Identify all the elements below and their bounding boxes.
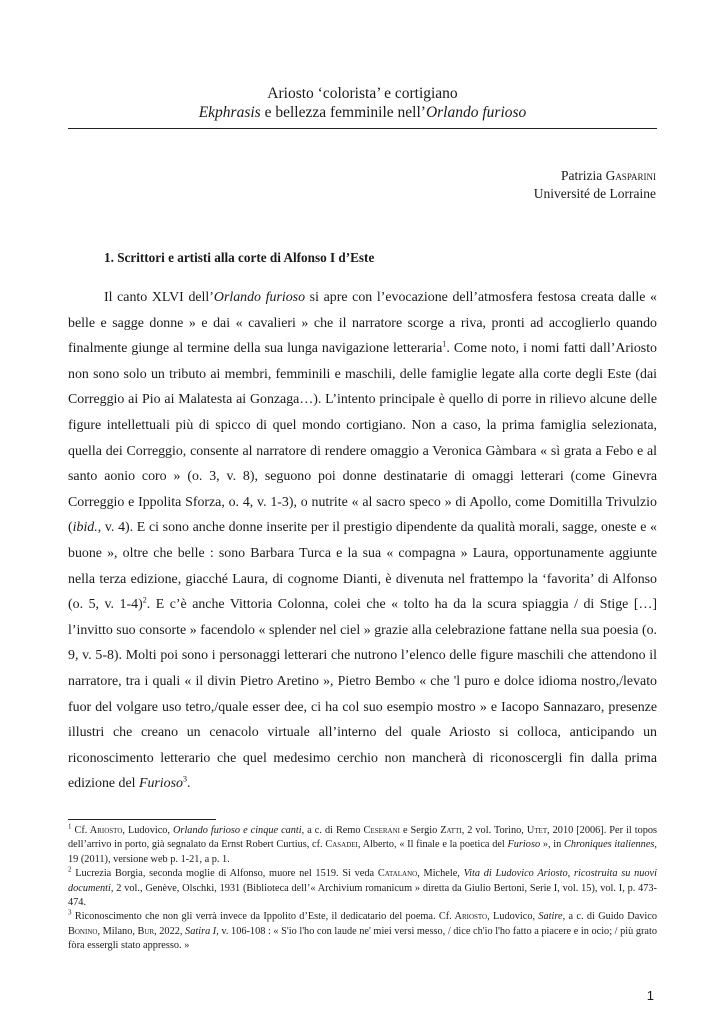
footnote-1: $^1$ Cf. Ariosto, Ludovico, Orlando furioso e cinque canti, a c. di Remo Ceserani e Sergio Zatti, 2 vol. Torino, Utet, 2010 [2006]. Per il topos dell’arrivo in porto, già segnalato da Ernst Robert Curtius, cf. Casadei, Alberto, « Il finale e la poetica del Furioso », in Chroniques italiennes, 19 (2011), versione web p. 1-21, a p. 1. — [68, 822, 658, 865]
title-line-2 — [68, 103, 657, 122]
page-number: 1 — [646, 988, 654, 1003]
footnote-ref[interactable]: 1 — [442, 339, 447, 349]
footnote-ref[interactable]: 2 — [142, 595, 147, 605]
title-ekphrasis: Ekphrasis — [198, 104, 261, 121]
author-affiliation: Université de Lorraine — [533, 186, 656, 201]
section-heading: 1. Scrittori e artisti alla corte di Alfonso I d’Este — [104, 250, 375, 265]
footnote-rule — [68, 819, 216, 820]
body-text — [68, 285, 657, 797]
paragraph: Il canto XLVI dell’Orlando furioso si apre con l’evocazione dell’atmosfera festosa creata dalle « belle e sagge donne » e dai « cavalieri » che il narratore scorge a riva, pronti ad accoglierlo quando finalmente giunge al termine della sua lunga navigazione letteraria$^1$. Come noto, i nomi fatti dall’Ariosto non sono solo un tributo ai membri, femminili e maschili, delle famiglie legate alla corte degli Este (dai Correggio ai Pio ai Malatesta ai Gonzaga…). L’intento principale è quello di porre in rilievo alcune delle figure intellettuali più di spicco di quel mondo cortigiano. Non a caso, la prima famiglia selezionata, quella dei Correggio, consente al narratore di rendere omaggio a Veronica Gàmbara « sì grata a Febo e al santo aonio coro » (o. 3, v. 8), seguono poi donne destinatarie di omaggi letterari (come Ginevra Correggio e Ippolita Sforza, o. 4, v. 1-3), o nutrite « al sacro speco » di Apollo, come Domitilla Trivulzio (ibid., v. 4). E ci sono anche donne inserite per il prestigio dipendente da qualità morali, sagge, oneste e « buone », oltre che belle : sono Barbara Turca e la sua « compagna » Laura, opportunamente aggiunte nella terza edizione, giacché Laura, di cognome Dianti, è divenuta nel frattempo la ‘favorita’ di Alfonso (o. 5, v. 1-4)$^2$. E c’è anche Vittoria Colonna, colei che « tolto ha da la scura spiaggia / di Stige […] l’invitto suo consorte » facendolo « splender nel ciel » grazie alla celebrazione fattane nella sua poesia (o. 9, v. 5-8). Molti poi sono i personaggi letterari che nutrono l’elenco delle figure maschili che attendono il narratore, tra i quali « il divin Pietro Aretino », Pietro Bembo « che 'l puro e dolce idioma nostro,/levato fuor del volgare uso tetro,/quale esser dee, ci ha col suo esempio mostro » e Iacopo Sannazaro, presenze illustri che creano un cenacolo virtuale all’interno del quale Ariosto si colloca, anticipando un riconoscimento letterario che quel medesimo cerchio non mancherà di riconoscergli fin dalla prima edizione del Furioso$^3$. — [68, 290, 657, 792]
title-line-1: Ariosto ‘colorista’ e cortigiano — [267, 85, 458, 102]
author-block — [534, 167, 656, 203]
header-rule — [68, 128, 657, 129]
footnotes — [68, 824, 657, 954]
author-name: Patrizia Gasparini — [560, 168, 656, 183]
footnote-ref[interactable]: 3 — [182, 774, 187, 784]
footnote-2: $^2$ Lucrezia Borgia, seconda moglie di Alfonso, muore nel 1519. Si veda Catalano, Michele, Vita di Ludovico Ariosto, ricostruita su nuovi documenti, 2 vol., Genève, Olschki, 1931 (Biblioteca dell’« Archivium romanicum » diretta da Giulio Bertoni, Serie I, vol. 15), vol. I, p. 473-474. — [68, 865, 657, 909]
title-mid: e bellezza femminile nell’ — [260, 104, 426, 121]
title-orlando: Orlando furioso — [425, 104, 527, 121]
article-title — [68, 84, 657, 122]
footnote-3: $^3$ Riconoscimento che non gli verrà invece da Ippolito d’Este, il dedicatario del poema. Cf. Ariosto, Ludovico, Satire, a c. di Guido Davico Bonino, Milano, Bur, 2022, Satira I, v. 106-108 : « S'io l'ho con laude ne' miei versi messo, / dice ch'io l'ho fatto a piacere e in ocio; / più grato fòra essergli stato appresso. » — [68, 909, 658, 952]
